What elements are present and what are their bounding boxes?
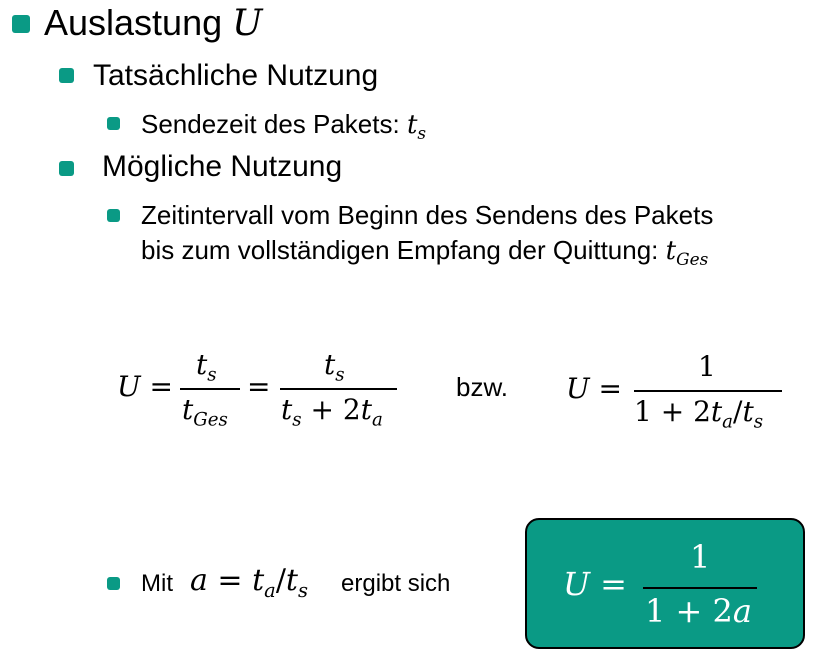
with-expression: $a = t_a/t_s$ xyxy=(190,563,308,602)
result-den: 1 + 2a xyxy=(645,592,752,630)
formula2-num: 1 xyxy=(698,350,716,383)
formula1-frac2-bar xyxy=(280,388,397,390)
formula2-den: $1 + 2t_a/t_s$ xyxy=(634,395,764,433)
actual-usage-label: Tatsächliche Nutzung xyxy=(93,59,379,92)
possible-usage-label: Mögliche Nutzung xyxy=(102,150,343,183)
send-time-label: Sendezeit des Pakets: xyxy=(141,109,400,139)
result-bar xyxy=(643,587,757,589)
bzw-label: bzw. xyxy=(456,372,509,402)
formula2-lhs: U = xyxy=(566,372,622,405)
level3-bullet-send-time xyxy=(107,117,120,130)
formula1-frac1-bar xyxy=(180,388,240,390)
send-time-line xyxy=(141,109,427,143)
level1-bullet xyxy=(12,15,30,33)
heading-label: Auslastung xyxy=(44,2,223,43)
heading-auslastung xyxy=(44,2,262,44)
formula1-frac1-num: $t_s$ xyxy=(196,348,217,386)
heading-symbol: U xyxy=(232,3,263,44)
interval-symbol: $t_{Ges}$ xyxy=(665,236,709,269)
formula1-frac2-num: $t_s$ xyxy=(324,348,345,386)
interval-line2-text: bis zum vollständigen Empfang der Quittung: xyxy=(141,235,659,265)
formula1-frac1-den: $t_{Ges}$ xyxy=(182,393,228,431)
interval-line1: Zeitintervall vom Beginn des Sendens des Pakets xyxy=(141,200,714,230)
level3-bullet-interval xyxy=(107,209,120,222)
level3-bullet-with xyxy=(107,577,120,590)
send-time-symbol: $t_s$ xyxy=(406,110,427,143)
result-num: 1 xyxy=(690,538,711,576)
formula1-eq: = xyxy=(247,370,271,403)
interval-line2 xyxy=(141,235,709,269)
formula1-frac2-den: $t_s + 2t_a$ xyxy=(281,393,383,431)
with-ergibt: ergibt sich xyxy=(341,570,451,597)
with-mit: Mit xyxy=(141,570,173,597)
level2-bullet-possible xyxy=(59,161,74,176)
level2-bullet-actual xyxy=(59,68,74,83)
formula1-lhs: U = xyxy=(117,370,173,403)
formula2-bar xyxy=(634,390,782,392)
result-lhs: U = xyxy=(563,565,627,603)
